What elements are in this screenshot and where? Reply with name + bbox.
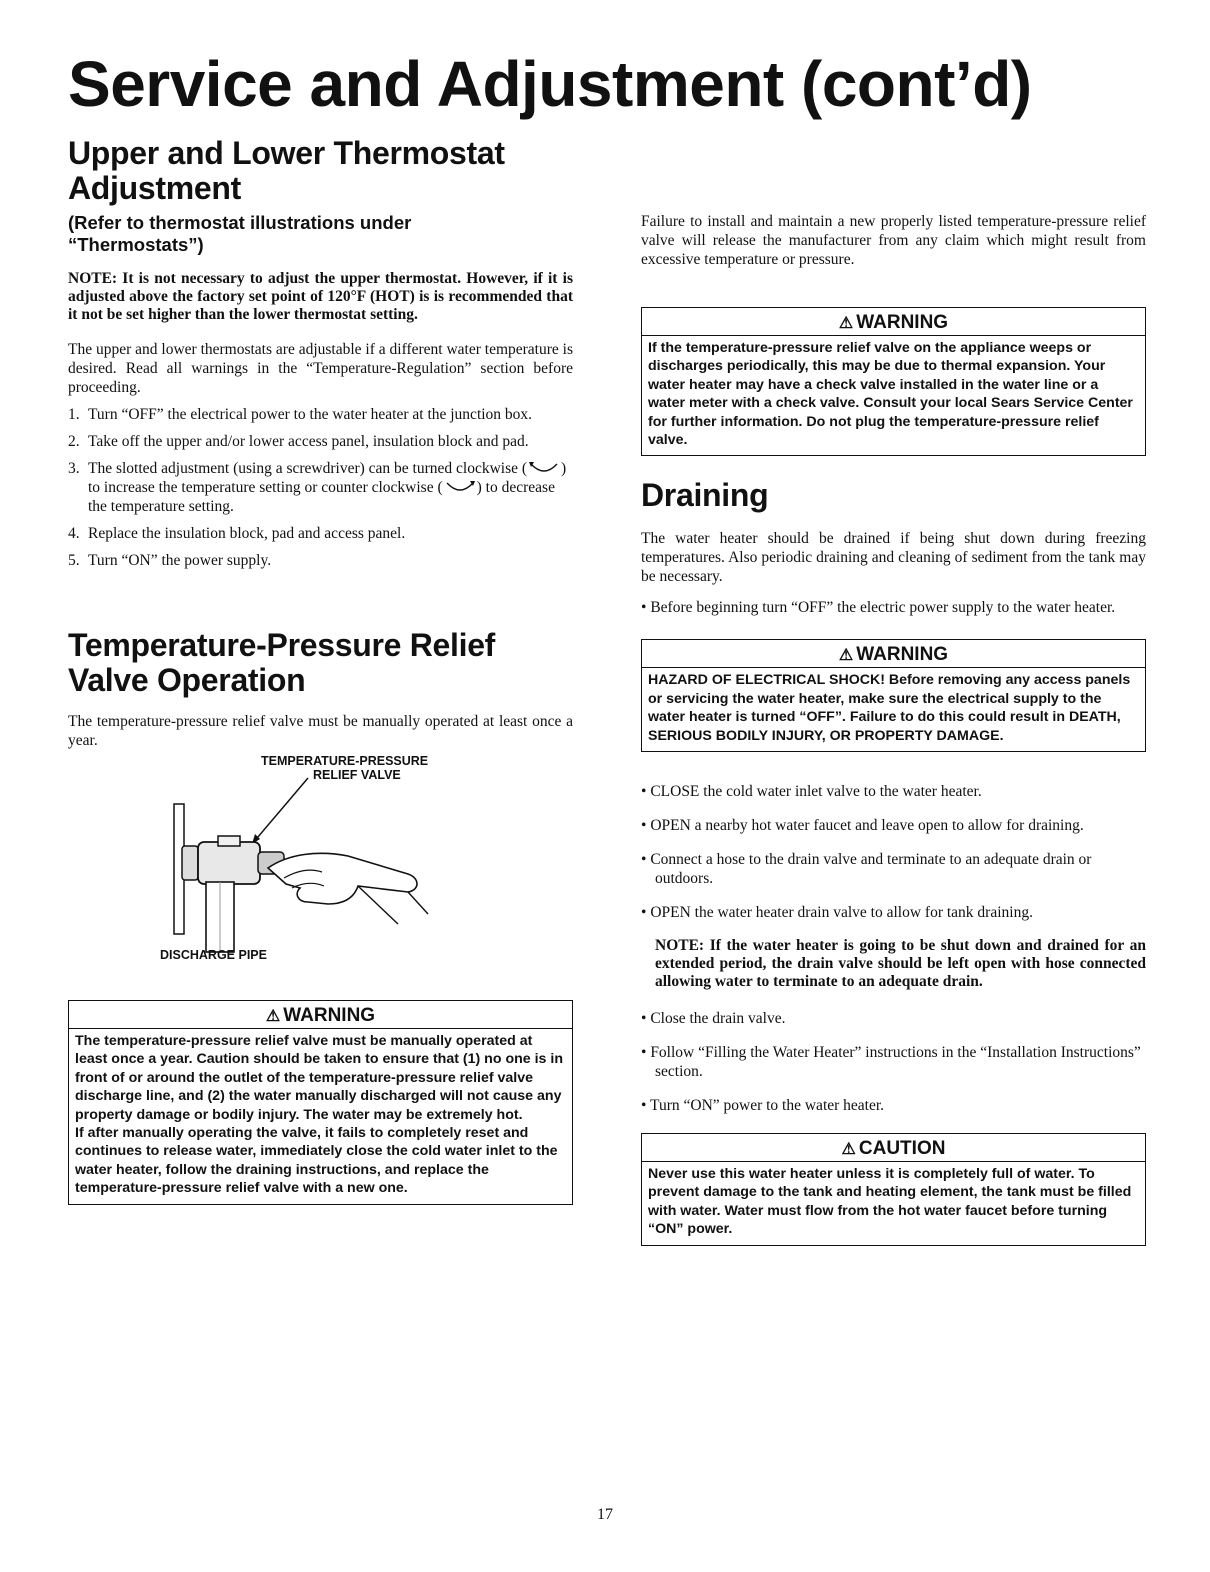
thermostat-step: 5. Turn “ON” the power supply.	[68, 552, 272, 569]
list-item: • OPEN the water heater drain valve to allow for tank draining.	[641, 904, 1033, 922]
failure-text: Failure to install and maintain a new properly listed temperature-pressure relief valve will release the manufacturer from any claim which might result from excessive temperature or pressure.	[641, 213, 1146, 268]
draining-pre-bullets	[641, 598, 1146, 617]
warning-header: ⚠ WARNING	[69, 1004, 572, 1029]
list-item: • CLOSE the cold water inlet valve to the water heater.	[641, 783, 982, 801]
warning-text: The temperature-pressure relief valve must be manually operated at least once a year. Caution should be taken to ensure that (1) no one is in front of or around the outlet of the temperature-pressure relief valve discharge line, and (2) the water manually discharged will not cause any property damage or bodily injury. The water may be extremely hot.	[75, 1033, 563, 1123]
figure-label-valve-2: RELIEF VALVE	[313, 768, 401, 782]
figure-label-valve: TEMPERATURE-PRESSURE	[261, 754, 429, 768]
list-item: • Turn “ON” power to the water heater.	[641, 1097, 885, 1115]
counterclockwise-arrow-icon	[443, 479, 477, 495]
warning-triangle-icon: ⚠	[838, 315, 854, 332]
thermostat-step: 2. Take off the upper and/or lower access panel, insulation block and pad.	[68, 433, 529, 450]
list-item: • Close the drain valve.	[641, 1010, 786, 1028]
figure-label-pipe: DISCHARGE PIPE	[160, 948, 267, 962]
warning-text: If after manually operating the valve, it fails to completely reset and continues to release water, immediately close the cold water inlet to the water heater, follow the draining instructions, and replace the temperature-pressure relief valve with a new one.	[75, 1125, 558, 1197]
list-item: • Follow “Filling the Water Heater” instructions in the “Installation Instructions” section.	[641, 1044, 1141, 1081]
caution-header: ⚠ CAUTION	[642, 1137, 1145, 1162]
tpr-warning-box	[68, 1000, 573, 1205]
draining-steps	[641, 782, 1146, 922]
warning-header: ⚠ WARNING	[642, 311, 1145, 336]
electrical-warning-box	[641, 639, 1146, 752]
caution-text: Never use this water heater unless it is completely full of water. To prevent damage to the tank and heating element, the tank must be filled with water. Water must flow from the hot water faucet before turning “ON” power.	[648, 1166, 1132, 1238]
warning-triangle-icon: ⚠	[265, 1008, 281, 1025]
warning-triangle-icon: ⚠	[841, 1141, 856, 1159]
thermostat-step: 4. Replace the insulation block, pad and access panel.	[68, 525, 406, 542]
thermostat-subheading: (Refer to thermostat illustrations under “Thermostats”)	[68, 212, 412, 255]
page-number: 17	[597, 1506, 613, 1523]
thermostat-note: NOTE: It is not necessary to adjust the upper thermostat. However, if it is adjusted above the factory set point of 120°F (HOT) is is recommended that it not be set higher than the lower thermostat setting.	[68, 270, 573, 323]
page-title: Service and Adjustment (cont’d)	[68, 48, 1032, 120]
draining-body: The water heater should be drained if being shut down during freezing temperatures. Also periodic draining and cleaning of sediment from the tank may be necessary.	[641, 530, 1146, 586]
list-item: • Before beginning turn “OFF” the electric power supply to the water heater.	[641, 599, 1116, 617]
thermostat-step: 3. The slotted adjustment (using a screwdriver) can be turned clockwise ( ) to increase the temperature setting or counter clockwise ( ) to decrease the temperature setting.	[68, 460, 567, 515]
warning-text: HAZARD OF ELECTRICAL SHOCK! Before removing any access panels or servicing the water heater, make sure the electrical supply to the water heater is turned “OFF”. Failure to do this could result in DEATH, SERIOUS BODILY INJURY, OR PROPERTY DAMAGE.	[648, 672, 1131, 744]
right-column	[641, 212, 1146, 1246]
list-item: • OPEN a nearby hot water faucet and leave open to allow for draining.	[641, 817, 1084, 835]
left-column	[68, 136, 573, 1205]
draining-steps-2	[641, 1009, 1146, 1115]
relief-valve-warning-box	[641, 307, 1146, 456]
valve-illustration	[158, 774, 488, 964]
tpr-body: The temperature-pressure relief valve must be manually operated at least once a year.	[68, 713, 573, 749]
warning-header: ⚠ WARNING	[642, 643, 1145, 668]
draining-note: NOTE: If the water heater is going to be shut down and drained for an extended period, the drain valve should be left open with hose connected allowing water to terminate to an adequate drain.	[655, 937, 1146, 991]
warning-text: If the temperature-pressure relief valve on the appliance weeps or discharges periodically, this may be due to thermal expansion. Your water heater may have a check valve installed in the water line or a water meter with a check valve. Consult your local Sears Service Center for further information. Do not plug the temperature-pressure relief valve.	[648, 340, 1133, 449]
thermostat-step: 1. Turn “OFF” the electrical power to the water heater at the junction box.	[68, 406, 533, 423]
warning-triangle-icon: ⚠	[838, 647, 854, 665]
list-item: • Connect a hose to the drain valve and terminate to an adequate drain or outdoors.	[641, 851, 1092, 888]
thermostat-steps	[68, 405, 573, 570]
draining-heading: Draining	[641, 477, 769, 514]
tpr-valve-figure	[68, 754, 573, 974]
clockwise-arrow-icon	[527, 460, 561, 476]
thermostat-heading: Upper and Lower Thermostat Adjustment	[68, 135, 505, 206]
tpr-heading: Temperature-Pressure Relief Valve Operation	[68, 627, 496, 698]
caution-box	[641, 1133, 1146, 1246]
thermostat-intro: The upper and lower thermostats are adjustable if a different water temperature is desired. Read all warnings in the “Temperature-Regulation” section before proceeding.	[68, 341, 573, 396]
